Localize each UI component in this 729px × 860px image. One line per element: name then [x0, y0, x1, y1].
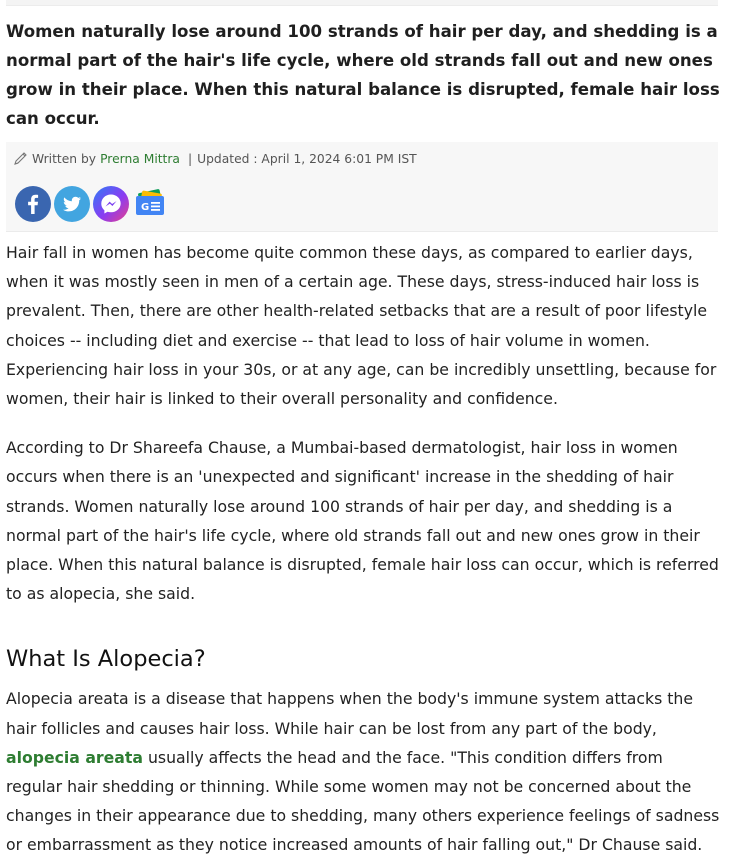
article-paragraph-3	[6, 684, 722, 859]
messenger-share-button[interactable]	[93, 186, 129, 222]
twitter-share-button[interactable]	[54, 186, 90, 222]
article-summary: Women naturally lose around 100 strands of hair per day, and shedding is a normal part of the hair's life cycle, where old strands fall out and new ones grow in their place. When this natural balance is disrupted, female hair loss can occur.	[6, 22, 720, 128]
messenger-icon	[93, 186, 129, 222]
google-news-share-button[interactable]	[132, 186, 168, 222]
google-news-icon	[132, 186, 168, 222]
written-by-label: Written by	[32, 152, 97, 166]
author-link[interactable]: Prerna Mittra	[100, 152, 180, 166]
section-heading-alopecia: What Is Alopecia?	[6, 646, 206, 673]
article-meta-box	[6, 142, 718, 232]
twitter-icon	[54, 186, 90, 222]
alopecia-areata-link[interactable]: alopecia areata	[6, 747, 143, 767]
share-buttons	[15, 186, 168, 222]
byline	[13, 152, 417, 166]
paragraph-3-text-after: usually affects the head and the face. "This condition differs from regular hair shedding or thinning. While some women may not be concerned about the changes in their appearance due to shedding, many others experience feelings of sadness or embarrassment as they notice increased amounts of hair falling out," Dr Chause said.	[6, 747, 720, 855]
article-paragraph-2: According to Dr Shareefa Chause, a Mumbai-based dermatologist, hair loss in women occurs when there is an 'unexpected and significant' increase in the shedding of hair strands. Women naturally lose around 100 strands of hair per day, and shedding is a normal part of the hair's life cycle, where old strands fall out and new ones grow in their place. When this natural balance is disrupted, female hair loss can occur, which is referred to as alopecia, she said.	[6, 438, 719, 604]
pencil-icon	[13, 152, 29, 166]
byline-separator: |	[187, 152, 193, 166]
article-container	[6, 0, 722, 860]
facebook-icon	[15, 186, 51, 222]
article-paragraph-1: Hair fall in women has become quite common these days, as compared to earlier days, when it was mostly seen in men of a certain age. These days, stress-induced hair loss is prevalent. Then, there are other health-related setbacks that are a result of poor lifestyle choices -- including diet and exercise -- that lead to loss of hair volume in women. Experiencing hair loss in your 30s, or at any age, can be incredibly unsettling, because for women, their hair is linked to their overall personality and confidence.	[6, 243, 717, 409]
facebook-share-button[interactable]	[15, 186, 51, 222]
svg-text:G: G	[141, 202, 150, 213]
paragraph-3-text-before: Alopecia areata is a disease that happens when the body's immune system attacks the hair follicles and causes hair loss. While hair can be lost from any part of the body,	[6, 689, 694, 738]
updated-timestamp: Updated : April 1, 2024 6:01 PM IST	[197, 152, 417, 166]
